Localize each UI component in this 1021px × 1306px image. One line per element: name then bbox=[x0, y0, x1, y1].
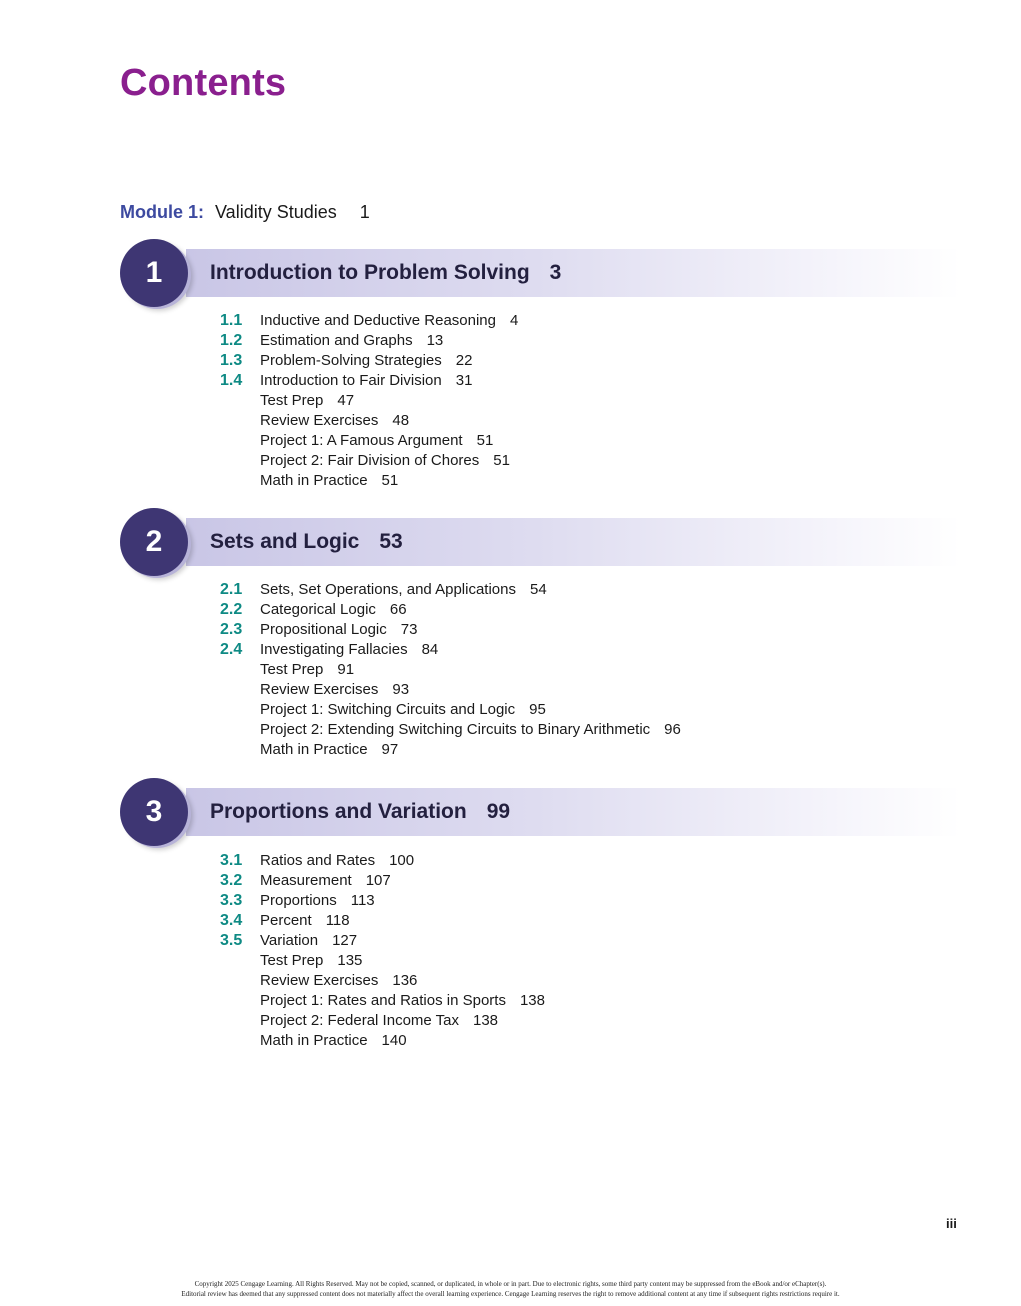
page-title: Contents bbox=[120, 62, 287, 104]
section-title: Proportions bbox=[260, 892, 337, 909]
section-page-number: 97 bbox=[381, 741, 399, 758]
section-page-number: 93 bbox=[392, 681, 410, 698]
section-page-number: 47 bbox=[337, 392, 355, 409]
section-title: Project 2: Extending Switching Circuits to Binary Arithmetic bbox=[260, 721, 651, 738]
section-title: Introduction to Fair Division bbox=[260, 372, 442, 389]
section-entry[interactable] bbox=[220, 411, 518, 431]
section-page-number: 22 bbox=[455, 352, 473, 369]
section-title: Math in Practice bbox=[260, 741, 368, 758]
section-title: Test Prep bbox=[260, 952, 324, 969]
section-page-number: 138 bbox=[472, 1012, 499, 1029]
section-entry[interactable] bbox=[220, 871, 545, 891]
module-label: Module 1: bbox=[120, 202, 204, 222]
section-number: 3.5 bbox=[220, 932, 243, 949]
copyright-line: Editorial review has deemed that any suppressed content does not materially affect the overall learning experience. Cengage Learning reserves the right to remove additional content at any time if subsequent rights restrictions require it. bbox=[181, 1290, 840, 1298]
section-number: 1.1 bbox=[220, 312, 243, 329]
section-entry[interactable] bbox=[220, 720, 681, 740]
chapter-title-text: Sets and Logic bbox=[210, 530, 360, 553]
section-page-number: 100 bbox=[389, 852, 415, 869]
copyright-line: Copyright 2025 Cengage Learning. All Rights Reserved. May not be copied, scanned, or duplicated, in whole or in part. Due to electronic rights, some third party content may be suppressed from the eBook and/or eChapter(s). bbox=[194, 1280, 827, 1288]
section-title: Ratios and Rates bbox=[260, 852, 376, 869]
section-page-number: 91 bbox=[337, 661, 355, 678]
section-page-number: 51 bbox=[476, 432, 494, 449]
section-title: Categorical Logic bbox=[260, 601, 376, 618]
section-entry[interactable] bbox=[220, 331, 518, 351]
section-page-number: 51 bbox=[381, 472, 399, 489]
section-page-number: 140 bbox=[381, 1032, 407, 1049]
section-page-number: 54 bbox=[530, 581, 547, 598]
section-title: Test Prep bbox=[260, 392, 324, 409]
section-page-number: 66 bbox=[389, 601, 407, 618]
section-entry[interactable] bbox=[220, 911, 545, 931]
copyright-notice bbox=[0, 1279, 1021, 1299]
section-title: Problem-Solving Strategies bbox=[260, 352, 442, 369]
section-title: Inductive and Deductive Reasoning bbox=[260, 312, 496, 329]
chapter-title-text: Introduction to Problem Solving bbox=[210, 261, 530, 284]
section-entry[interactable] bbox=[220, 660, 681, 680]
module-page-number: 1 bbox=[359, 202, 370, 222]
section-page-number: 96 bbox=[664, 721, 681, 738]
section-title: Review Exercises bbox=[260, 681, 379, 698]
section-number: 2.1 bbox=[220, 581, 243, 598]
section-page-number: 135 bbox=[337, 952, 363, 969]
section-page-number: 136 bbox=[392, 972, 418, 989]
section-page-number: 51 bbox=[493, 452, 510, 469]
chapter-number-badge: 1 bbox=[120, 239, 188, 307]
section-entry[interactable] bbox=[220, 620, 681, 640]
section-title: Project 1: Switching Circuits and Logic bbox=[260, 701, 516, 718]
section-number: 1.4 bbox=[220, 372, 243, 389]
section-title: Project 1: Rates and Ratios in Sports bbox=[260, 992, 506, 1009]
section-title: Estimation and Graphs bbox=[260, 332, 413, 349]
section-entry[interactable] bbox=[220, 431, 518, 451]
section-list bbox=[220, 311, 518, 491]
section-title: Investigating Fallacies bbox=[260, 641, 408, 658]
section-title: Project 1: A Famous Argument bbox=[260, 432, 463, 449]
section-title: Math in Practice bbox=[260, 472, 368, 489]
section-number: 3.2 bbox=[220, 872, 243, 889]
section-list bbox=[220, 580, 681, 760]
section-number: 3.1 bbox=[220, 852, 243, 869]
section-entry[interactable] bbox=[220, 1011, 545, 1031]
section-entry[interactable] bbox=[220, 740, 681, 760]
section-entry[interactable] bbox=[220, 851, 545, 871]
section-entry[interactable] bbox=[220, 1031, 545, 1051]
chapter-page-number: 53 bbox=[379, 530, 403, 553]
section-title: Project 2: Fair Division of Chores bbox=[260, 452, 480, 469]
section-entry[interactable] bbox=[220, 700, 681, 720]
page-folio: iii bbox=[946, 1216, 957, 1231]
section-list bbox=[220, 851, 545, 1051]
section-number: 1.2 bbox=[220, 332, 243, 349]
section-page-number: 73 bbox=[400, 621, 418, 638]
section-page-number: 48 bbox=[392, 412, 410, 429]
module-title: Validity Studies bbox=[215, 202, 337, 222]
section-page-number: 84 bbox=[421, 641, 439, 658]
section-title: Sets, Set Operations, and Applications bbox=[260, 581, 516, 598]
chapter-number-badge: 2 bbox=[120, 508, 188, 576]
section-entry[interactable] bbox=[220, 471, 518, 491]
section-entry[interactable] bbox=[220, 891, 545, 911]
section-entry[interactable] bbox=[220, 351, 518, 371]
section-page-number: 31 bbox=[455, 372, 473, 389]
chapter-number-badge: 3 bbox=[120, 778, 188, 846]
section-page-number: 118 bbox=[325, 912, 350, 929]
module-entry[interactable] bbox=[120, 202, 370, 223]
section-number: 2.2 bbox=[220, 601, 243, 618]
section-page-number: 4 bbox=[510, 312, 519, 329]
section-entry[interactable] bbox=[220, 931, 545, 951]
chapter-page-number: 99 bbox=[486, 800, 511, 823]
section-page-number: 95 bbox=[529, 701, 546, 718]
section-title: Percent bbox=[260, 912, 312, 929]
section-entry[interactable] bbox=[220, 991, 545, 1011]
section-title: Test Prep bbox=[260, 661, 324, 678]
chapter-title[interactable] bbox=[210, 530, 403, 554]
section-title: Review Exercises bbox=[260, 412, 379, 429]
section-number: 2.3 bbox=[220, 621, 243, 638]
section-entry[interactable] bbox=[220, 600, 681, 620]
section-entry[interactable] bbox=[220, 680, 681, 700]
section-title: Variation bbox=[260, 932, 319, 949]
section-entry[interactable] bbox=[220, 640, 681, 660]
section-entry[interactable] bbox=[220, 451, 518, 471]
section-entry[interactable] bbox=[220, 971, 545, 991]
chapter-title[interactable] bbox=[210, 800, 510, 824]
section-entry[interactable] bbox=[220, 951, 545, 971]
section-page-number: 13 bbox=[426, 332, 444, 349]
section-page-number: 127 bbox=[332, 932, 358, 949]
section-page-number: 107 bbox=[365, 872, 391, 889]
section-number: 1.3 bbox=[220, 352, 243, 369]
chapter-page-number: 3 bbox=[549, 261, 562, 284]
section-entry[interactable] bbox=[220, 311, 518, 331]
section-page-number: 113 bbox=[350, 892, 375, 909]
chapter-title-text: Proportions and Variation bbox=[210, 800, 467, 823]
section-title: Project 2: Federal Income Tax bbox=[260, 1012, 459, 1029]
section-title: Review Exercises bbox=[260, 972, 379, 989]
section-entry[interactable] bbox=[220, 371, 518, 391]
section-title: Measurement bbox=[260, 872, 352, 889]
chapter-title[interactable] bbox=[210, 261, 561, 285]
section-entry[interactable] bbox=[220, 580, 681, 600]
section-entry[interactable] bbox=[220, 391, 518, 411]
section-number: 3.3 bbox=[220, 892, 243, 909]
section-title: Propositional Logic bbox=[260, 621, 387, 638]
section-page-number: 138 bbox=[519, 992, 545, 1009]
section-number: 3.4 bbox=[220, 912, 243, 929]
section-number: 2.4 bbox=[220, 641, 243, 658]
section-title: Math in Practice bbox=[260, 1032, 368, 1049]
